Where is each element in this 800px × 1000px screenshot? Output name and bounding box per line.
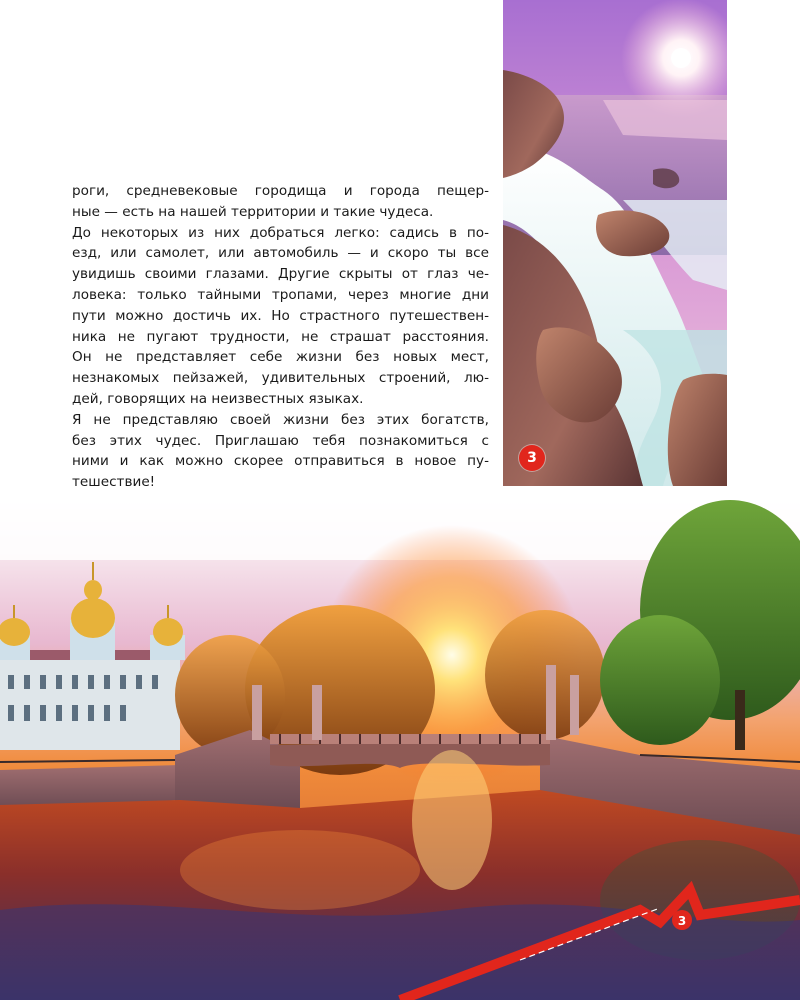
text-line: ные — есть на нашей территории и такие чудеса. [72, 203, 434, 220]
photo-number-badge: 3 [519, 445, 545, 471]
text-line: ника не пугают трудности, не страшат расстояния. [72, 328, 489, 345]
text-line: увидишь своими глазами. Другие скрыты от глаз че- [72, 266, 489, 283]
text-line: Он не представляет себе жизни без новых мест, [72, 349, 489, 366]
page-number: 3 [677, 914, 687, 928]
body-text [72, 181, 489, 493]
text-line: незнакомых пейзажей, удивительных строений, лю- [72, 370, 489, 387]
text-line: ними и как можно скорее отправиться в новое пу- [72, 453, 489, 470]
text-line: Я не представляю своей жизни без этих богатств, [72, 411, 489, 428]
text-line: тешествие! [72, 474, 156, 491]
text-line: пути можно достичь их. Но страстного путешествен- [72, 307, 489, 324]
text-line: без этих чудес. Приглашаю тебя познакомиться с [72, 432, 489, 449]
text-line: роги, средневековые городища и города пещер- [72, 183, 489, 199]
sea-rocks-photo [503, 0, 727, 486]
text-line: езд, или самолет, или автомобиль — и скоро ты все [72, 245, 489, 262]
text-line: дей, говорящих на неизвестных языках. [72, 390, 364, 407]
text-line: ловека: только тайными тропами, через многие дни [72, 286, 489, 303]
text-line: До некоторых из них добраться легко: садись в по- [72, 224, 489, 241]
